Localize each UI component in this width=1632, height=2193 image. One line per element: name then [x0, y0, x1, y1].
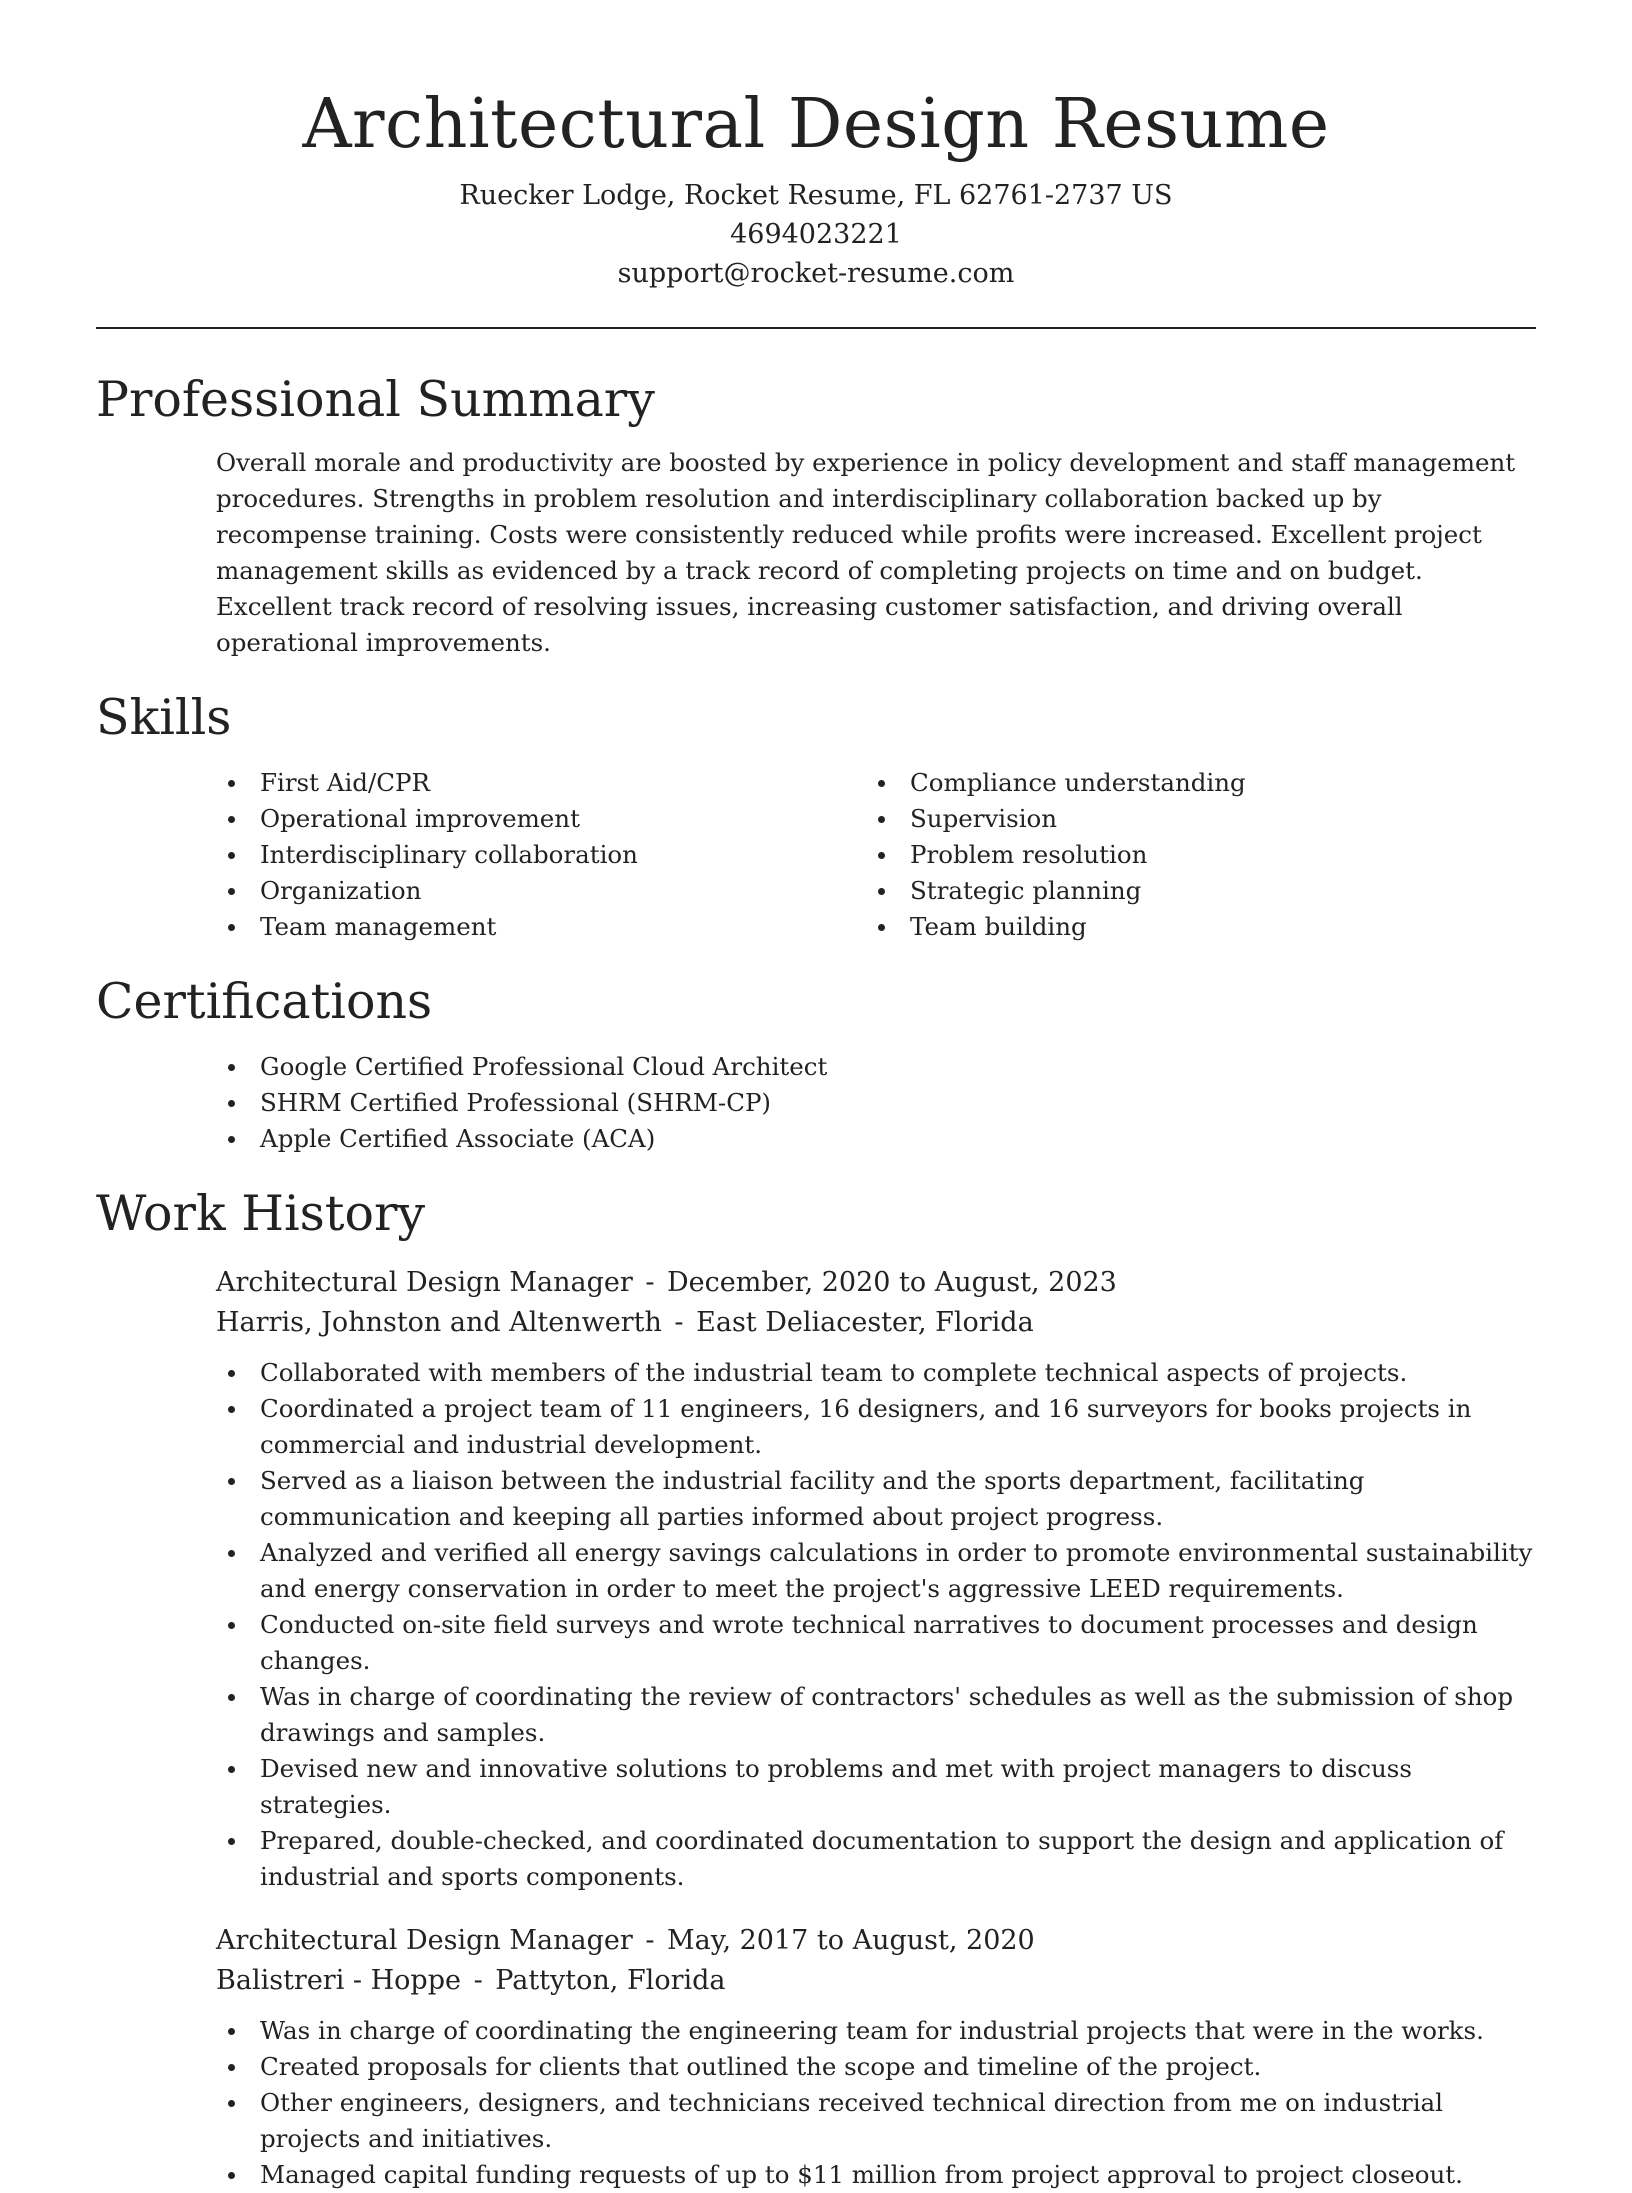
job-duties-list — [216, 1355, 1536, 1895]
certifications-heading: Certifications — [96, 973, 433, 1030]
job-location: East Deliacester, Florida — [696, 1307, 1034, 1338]
job-company: Harris, Johnston and Altenwerth — [216, 1307, 662, 1338]
job-dates: December, 2020 to August, 2023 — [667, 1267, 1117, 1298]
certification-item: Apple Certified Associate (ACA) — [216, 1121, 1536, 1157]
job-duty-item: Other engineers, designers, and technicians received technical direction from me on industrial projects and initiatives. — [216, 2085, 1536, 2157]
job-duty-item: Created proposals for clients that outlined the scope and timeline of the project. — [216, 2049, 1536, 2085]
job-title: Architectural Design Manager — [216, 1267, 633, 1298]
phone: 4694023221 — [730, 219, 902, 250]
job-entry — [216, 1921, 1536, 2193]
skill-item: Team building — [866, 909, 1516, 945]
contact-info — [96, 176, 1536, 293]
job-title-line: Architectural Design Manager - December, 2020 to August, 2023 — [216, 1267, 1117, 1298]
job-duty-item: Was in charge of coordinating the review of contractors' schedules as well as the submission of shop drawings and samples. — [216, 1679, 1536, 1751]
job-duty-item: Was in charge of coordinating the engineering team for industrial projects that were in the works. — [216, 2013, 1536, 2049]
job-duty-item: Managed capital funding requests of up to $11 million from project approval to project closeout. — [216, 2157, 1536, 2193]
job-duty-item: Devised new and innovative solutions to problems and met with project managers to discuss strategies. — [216, 1751, 1536, 1823]
skills-list — [216, 765, 1536, 945]
job-entry — [216, 1263, 1536, 1895]
address: Ruecker Lodge, Rocket Resume, FL 62761-2737 US — [459, 180, 1173, 211]
email: support@rocket-resume.com — [617, 258, 1015, 289]
certifications-block — [216, 1049, 1536, 1157]
skills-heading: Skills — [96, 689, 232, 746]
header-divider — [96, 327, 1536, 329]
job-duty-item: Analyzed and verified all energy savings calculations in order to promote environmental sustainability and energy conservation in order to meet the project's aggressive LEED requirements. — [216, 1535, 1536, 1607]
resume-page — [96, 80, 1536, 2193]
skill-item: Supervision — [866, 801, 1516, 837]
job-duty-item: Prepared, double-checked, and coordinated documentation to support the design and application of industrial and sports components. — [216, 1823, 1536, 1895]
skill-item: Team management — [216, 909, 866, 945]
certification-item: SHRM Certified Professional (SHRM-CP) — [216, 1085, 1536, 1121]
resume-header — [96, 80, 1536, 293]
job-duty-item: Coordinated a project team of 11 engineers, 16 designers, and 16 surveyors for books projects in commercial and industrial development. — [216, 1391, 1536, 1463]
job-location: Pattyton, Florida — [495, 1965, 726, 1996]
skill-item: First Aid/CPR — [216, 765, 866, 801]
job-duties-list — [216, 2013, 1536, 2193]
skills-section — [96, 687, 1536, 945]
job-duty-item: Conducted on-site field surveys and wrote technical narratives to document processes and design changes. — [216, 1607, 1536, 1679]
job-title: Architectural Design Manager — [216, 1925, 633, 1956]
certifications-section — [96, 971, 1536, 1157]
resume-title: Architectural Design Resume — [302, 85, 1330, 164]
certifications-list — [216, 1049, 1536, 1157]
work-history-heading: Work History — [96, 1185, 426, 1242]
skill-item: Strategic planning — [866, 873, 1516, 909]
certification-item: Google Certified Professional Cloud Architect — [216, 1049, 1536, 1085]
job-company: Balistreri - Hoppe — [216, 1965, 461, 1996]
skill-item: Organization — [216, 873, 866, 909]
skill-item: Compliance understanding — [866, 765, 1516, 801]
skill-item: Interdisciplinary collaboration — [216, 837, 866, 873]
job-duty-item: Collaborated with members of the industrial team to complete technical aspects of projects. — [216, 1355, 1536, 1391]
work-history-section — [96, 1183, 1536, 2193]
job-dates: May, 2017 to August, 2020 — [667, 1925, 1035, 1956]
skill-item: Problem resolution — [866, 837, 1516, 873]
skill-item: Operational improvement — [216, 801, 866, 837]
job-duty-item: Served as a liaison between the industrial facility and the sports department, facilitating communication and keeping all parties informed about project progress. — [216, 1463, 1536, 1535]
skills-column-right — [866, 765, 1516, 945]
skills-column-left — [216, 765, 866, 945]
job-company-line: Balistreri - Hoppe - Pattyton, Florida — [216, 1965, 726, 1996]
summary-text: Overall morale and productivity are boosted by experience in policy development and staff management procedures. Strengths in problem resolution and interdisciplinary collaboration backed up by recompense training. Costs were consistently reduced while profits were increased. Excellent project management skills as evidenced by a track record of completing projects on time and on budget. Excellent track record of resolving issues, increasing customer satisfaction, and driving overall operational improvements. — [216, 448, 1516, 657]
job-company-line: Harris, Johnston and Altenwerth - East Deliacester, Florida — [216, 1307, 1034, 1338]
summary-heading: Professional Summary — [96, 371, 655, 428]
job-title-line: Architectural Design Manager - May, 2017 to August, 2020 — [216, 1925, 1035, 1956]
summary-section — [96, 369, 1536, 661]
